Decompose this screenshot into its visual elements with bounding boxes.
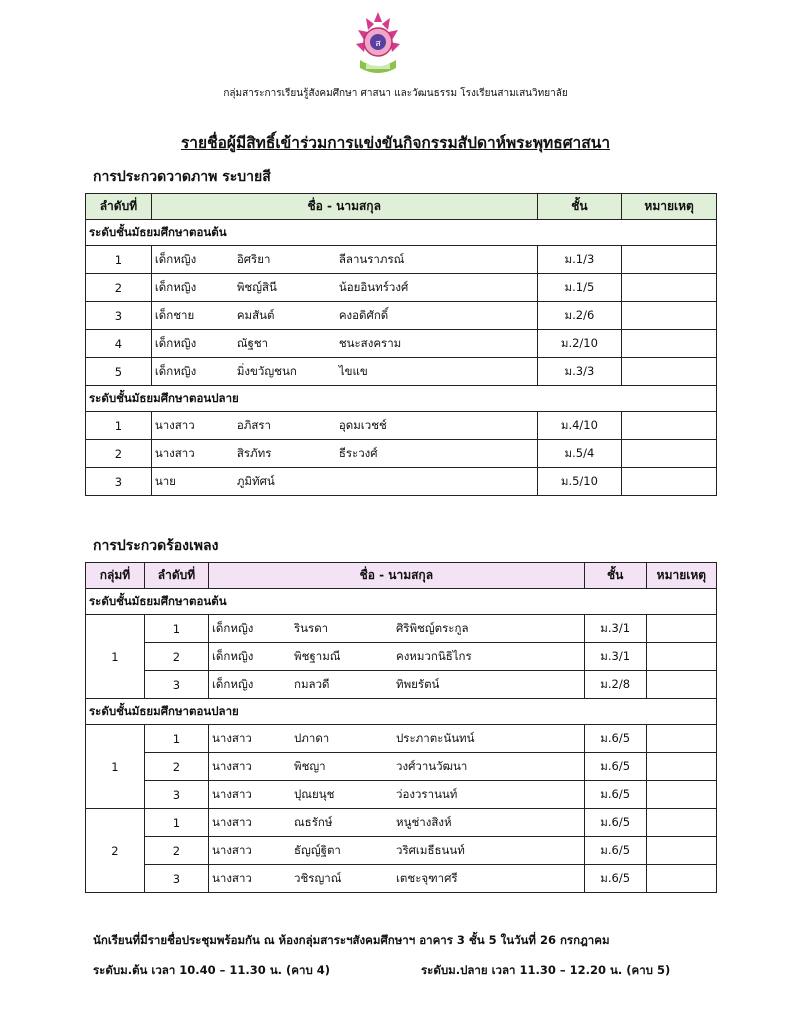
- grade: ม.6/5: [584, 837, 646, 865]
- note: [646, 865, 716, 893]
- row-number: 2: [144, 753, 208, 781]
- name-prefix: เด็กหญิง: [212, 676, 254, 691]
- header-group: กลุ่มที่: [86, 563, 145, 589]
- note: [622, 468, 717, 496]
- name-prefix: นางสาว: [154, 417, 195, 432]
- name-prefix: เด็กหญิง: [154, 251, 197, 266]
- table-row: [86, 358, 717, 386]
- first-name: ภูมิทัศน์: [236, 473, 275, 488]
- name-prefix: นางสาว: [212, 842, 252, 857]
- table-row: [86, 865, 717, 893]
- student-name: [209, 809, 585, 837]
- row-number: 1: [86, 412, 152, 440]
- grade: ม.2/6: [537, 302, 622, 330]
- first-name: คมสันต์: [236, 307, 275, 322]
- row-number: 3: [86, 302, 152, 330]
- first-name: วชิรญาณ์: [294, 870, 342, 885]
- drawing-section-title: การประกวดวาดภาพ ระบายสี: [93, 169, 271, 185]
- last-name: ศิริพิชญ์ตระกูล: [396, 620, 469, 635]
- table-row: [86, 809, 717, 837]
- last-name: น้อยอินทร์วงศ์: [338, 279, 409, 294]
- first-name: มิ่งขวัญชนก: [236, 363, 297, 378]
- singing-section-title: การประกวดร้องเพลง: [93, 538, 219, 554]
- row-number: 3: [86, 468, 152, 496]
- meeting-note: นักเรียนที่มีรายชื่อประชุมพร้อมกัน ณ ห้องกลุ่มสาระฯสังคมศึกษาฯ อาคาร 3 ชั้น 5 ในวันที่ 26 กรกฎาคม: [93, 933, 610, 947]
- student-name: [209, 615, 585, 643]
- first-name: กมลวดี: [294, 676, 330, 691]
- note: [646, 615, 716, 643]
- student-name: [209, 671, 585, 699]
- note: [646, 837, 716, 865]
- name-prefix: นางสาว: [212, 758, 252, 773]
- name-prefix: นาย: [154, 473, 176, 488]
- table-row: [86, 643, 717, 671]
- first-name: พิชฐามณี: [294, 648, 341, 663]
- grade: ม.6/5: [584, 725, 646, 753]
- last-name: หนูช่างสิงห์: [396, 814, 452, 829]
- last-name: วริศเมธีธนนท์: [396, 842, 465, 857]
- last-name: ชนะสงคราม: [338, 335, 402, 350]
- name-prefix: นางสาว: [212, 786, 252, 801]
- student-name: [151, 274, 537, 302]
- grade: ม.6/5: [584, 865, 646, 893]
- last-name: ธีระวงศ์: [338, 445, 378, 460]
- last-name: คงอดิศักดิ์: [338, 307, 389, 322]
- first-name: พิชญา: [294, 758, 326, 773]
- first-name: ณัฐชา: [236, 335, 269, 350]
- name-prefix: นางสาว: [154, 445, 195, 460]
- student-name: [209, 725, 585, 753]
- drawing-table: [85, 193, 717, 496]
- grade: ม.5/10: [537, 468, 622, 496]
- student-name: [209, 865, 585, 893]
- first-name: อภิสรา: [236, 417, 271, 432]
- level-label: ระดับชั้นมัธยมศึกษาตอนต้น: [86, 589, 717, 615]
- table-row: [86, 725, 717, 753]
- header-grade: ชั้น: [584, 563, 646, 589]
- name-prefix: เด็กหญิง: [212, 620, 254, 635]
- first-name: พิชญ์สินี: [236, 279, 277, 294]
- school-logo: [352, 10, 404, 80]
- row-number: 2: [86, 274, 152, 302]
- grade: ม.6/5: [584, 781, 646, 809]
- header-name: ชื่อ - นามสกุล: [151, 194, 537, 220]
- name-prefix: เด็กหญิง: [154, 363, 197, 378]
- name-prefix: เด็กชาย: [154, 307, 195, 322]
- level-row: [86, 589, 717, 615]
- grade: ม.3/1: [584, 615, 646, 643]
- header-no: ลำดับที่: [86, 194, 152, 220]
- grade: ม.5/4: [537, 440, 622, 468]
- department-subtitle: กลุ่มสาระการเรียนรู้สังคมศึกษา ศาสนา และวัฒนธรรม โรงเรียนสามเสนวิทยาลัย: [223, 88, 568, 99]
- first-name: ธัญญ์ฐิตา: [294, 842, 341, 857]
- first-name: อิศริยา: [236, 251, 271, 266]
- last-name: อุดมเวชช์: [338, 417, 387, 432]
- table-row: [86, 274, 717, 302]
- table-row: [86, 781, 717, 809]
- name-prefix: นางสาว: [212, 814, 252, 829]
- row-number: 4: [86, 330, 152, 358]
- last-name: ว่องวรานนท์: [396, 786, 458, 801]
- note: [622, 274, 717, 302]
- page-title: รายชื่อผู้มีสิทธิ์เข้าร่วมการแข่งขันกิจกรรมสัปดาห์พระพุทธศาสนา: [180, 134, 611, 152]
- note: [646, 725, 716, 753]
- name-prefix: เด็กหญิง: [212, 648, 254, 663]
- student-name: [151, 358, 537, 386]
- note: [622, 440, 717, 468]
- table-row: [86, 330, 717, 358]
- level-label: ระดับชั้นมัธยมศึกษาตอนปลาย: [86, 386, 717, 412]
- note: [646, 643, 716, 671]
- last-name: เตชะจุฑาศรี: [396, 870, 458, 885]
- student-name: [209, 781, 585, 809]
- row-number: 2: [144, 837, 208, 865]
- note: [622, 358, 717, 386]
- header-no: ลำดับที่: [144, 563, 208, 589]
- student-name: [151, 246, 537, 274]
- name-prefix: เด็กหญิง: [154, 335, 197, 350]
- row-number: 2: [144, 643, 208, 671]
- note: [622, 302, 717, 330]
- name-prefix: นางสาว: [212, 870, 252, 885]
- grade: ม.3/1: [584, 643, 646, 671]
- table-row: [86, 615, 717, 643]
- grade: ม.2/8: [584, 671, 646, 699]
- note: [646, 809, 716, 837]
- table-row: [86, 837, 717, 865]
- singing-table: [85, 562, 717, 893]
- last-name: ลีลานราภรณ์: [338, 251, 405, 266]
- note: [622, 246, 717, 274]
- last-name: วงศ์วานวัฒนา: [396, 758, 468, 773]
- first-name: รินรดา: [294, 620, 329, 635]
- student-name: [151, 302, 537, 330]
- table-row: [86, 671, 717, 699]
- row-number: 3: [144, 671, 208, 699]
- first-name: ปภาดา: [294, 730, 330, 745]
- group-number: 1: [86, 615, 145, 699]
- student-name: [151, 440, 537, 468]
- row-number: 5: [86, 358, 152, 386]
- first-name: สิรภัทร: [236, 445, 272, 460]
- name-prefix: นางสาว: [212, 730, 252, 745]
- first-name: ณธรักษ์: [294, 814, 333, 829]
- note: [646, 781, 716, 809]
- grade: ม.4/10: [537, 412, 622, 440]
- table-row: [86, 440, 717, 468]
- last-name: ไขแข: [338, 363, 368, 378]
- svg-text:ส: ส: [375, 39, 381, 49]
- table-row: [86, 753, 717, 781]
- level-row: [86, 699, 717, 725]
- upper-level-time: ระดับม.ปลาย เวลา 11.30 – 12.20 น. (คาบ 5): [421, 963, 671, 977]
- grade: ม.1/5: [537, 274, 622, 302]
- header-name: ชื่อ - นามสกุล: [209, 563, 585, 589]
- lower-level-time: ระดับม.ต้น เวลา 10.40 – 11.30 น. (คาบ 4): [93, 963, 331, 977]
- row-number: 1: [86, 246, 152, 274]
- student-name: [151, 468, 537, 496]
- row-number: 3: [144, 781, 208, 809]
- table-row: [86, 246, 717, 274]
- level-label: ระดับชั้นมัธยมศึกษาตอนต้น: [86, 220, 717, 246]
- row-number: 3: [144, 865, 208, 893]
- student-name: [151, 330, 537, 358]
- header-note: หมายเหตุ: [622, 194, 717, 220]
- level-label: ระดับชั้นมัธยมศึกษาตอนปลาย: [86, 699, 717, 725]
- note: [646, 753, 716, 781]
- table-row: [86, 302, 717, 330]
- note: [622, 330, 717, 358]
- first-name: ปุณยนุช: [294, 786, 335, 801]
- group-number: 2: [86, 809, 145, 893]
- row-number: 2: [86, 440, 152, 468]
- row-number: 1: [144, 809, 208, 837]
- header-note: หมายเหตุ: [646, 563, 716, 589]
- student-name: [209, 837, 585, 865]
- row-number: 1: [144, 615, 208, 643]
- header-grade: ชั้น: [537, 194, 622, 220]
- last-name: ประภาตะนันทน์: [396, 730, 475, 745]
- grade: ม.6/5: [584, 809, 646, 837]
- level-row: [86, 220, 717, 246]
- table-header-row: [86, 194, 717, 220]
- grade: ม.6/5: [584, 753, 646, 781]
- student-name: [151, 412, 537, 440]
- student-name: [209, 643, 585, 671]
- row-number: 1: [144, 725, 208, 753]
- note: [646, 671, 716, 699]
- group-number: 1: [86, 725, 145, 809]
- grade: ม.1/3: [537, 246, 622, 274]
- last-name: คงหมวกนิธิไกร: [396, 648, 472, 663]
- table-row: [86, 412, 717, 440]
- grade: ม.2/10: [537, 330, 622, 358]
- last-name: ทิพยรัตน์: [396, 676, 440, 691]
- level-row: [86, 386, 717, 412]
- table-header-row: [86, 563, 717, 589]
- note: [622, 412, 717, 440]
- name-prefix: เด็กหญิง: [154, 279, 197, 294]
- table-row: [86, 468, 717, 496]
- grade: ม.3/3: [537, 358, 622, 386]
- student-name: [209, 753, 585, 781]
